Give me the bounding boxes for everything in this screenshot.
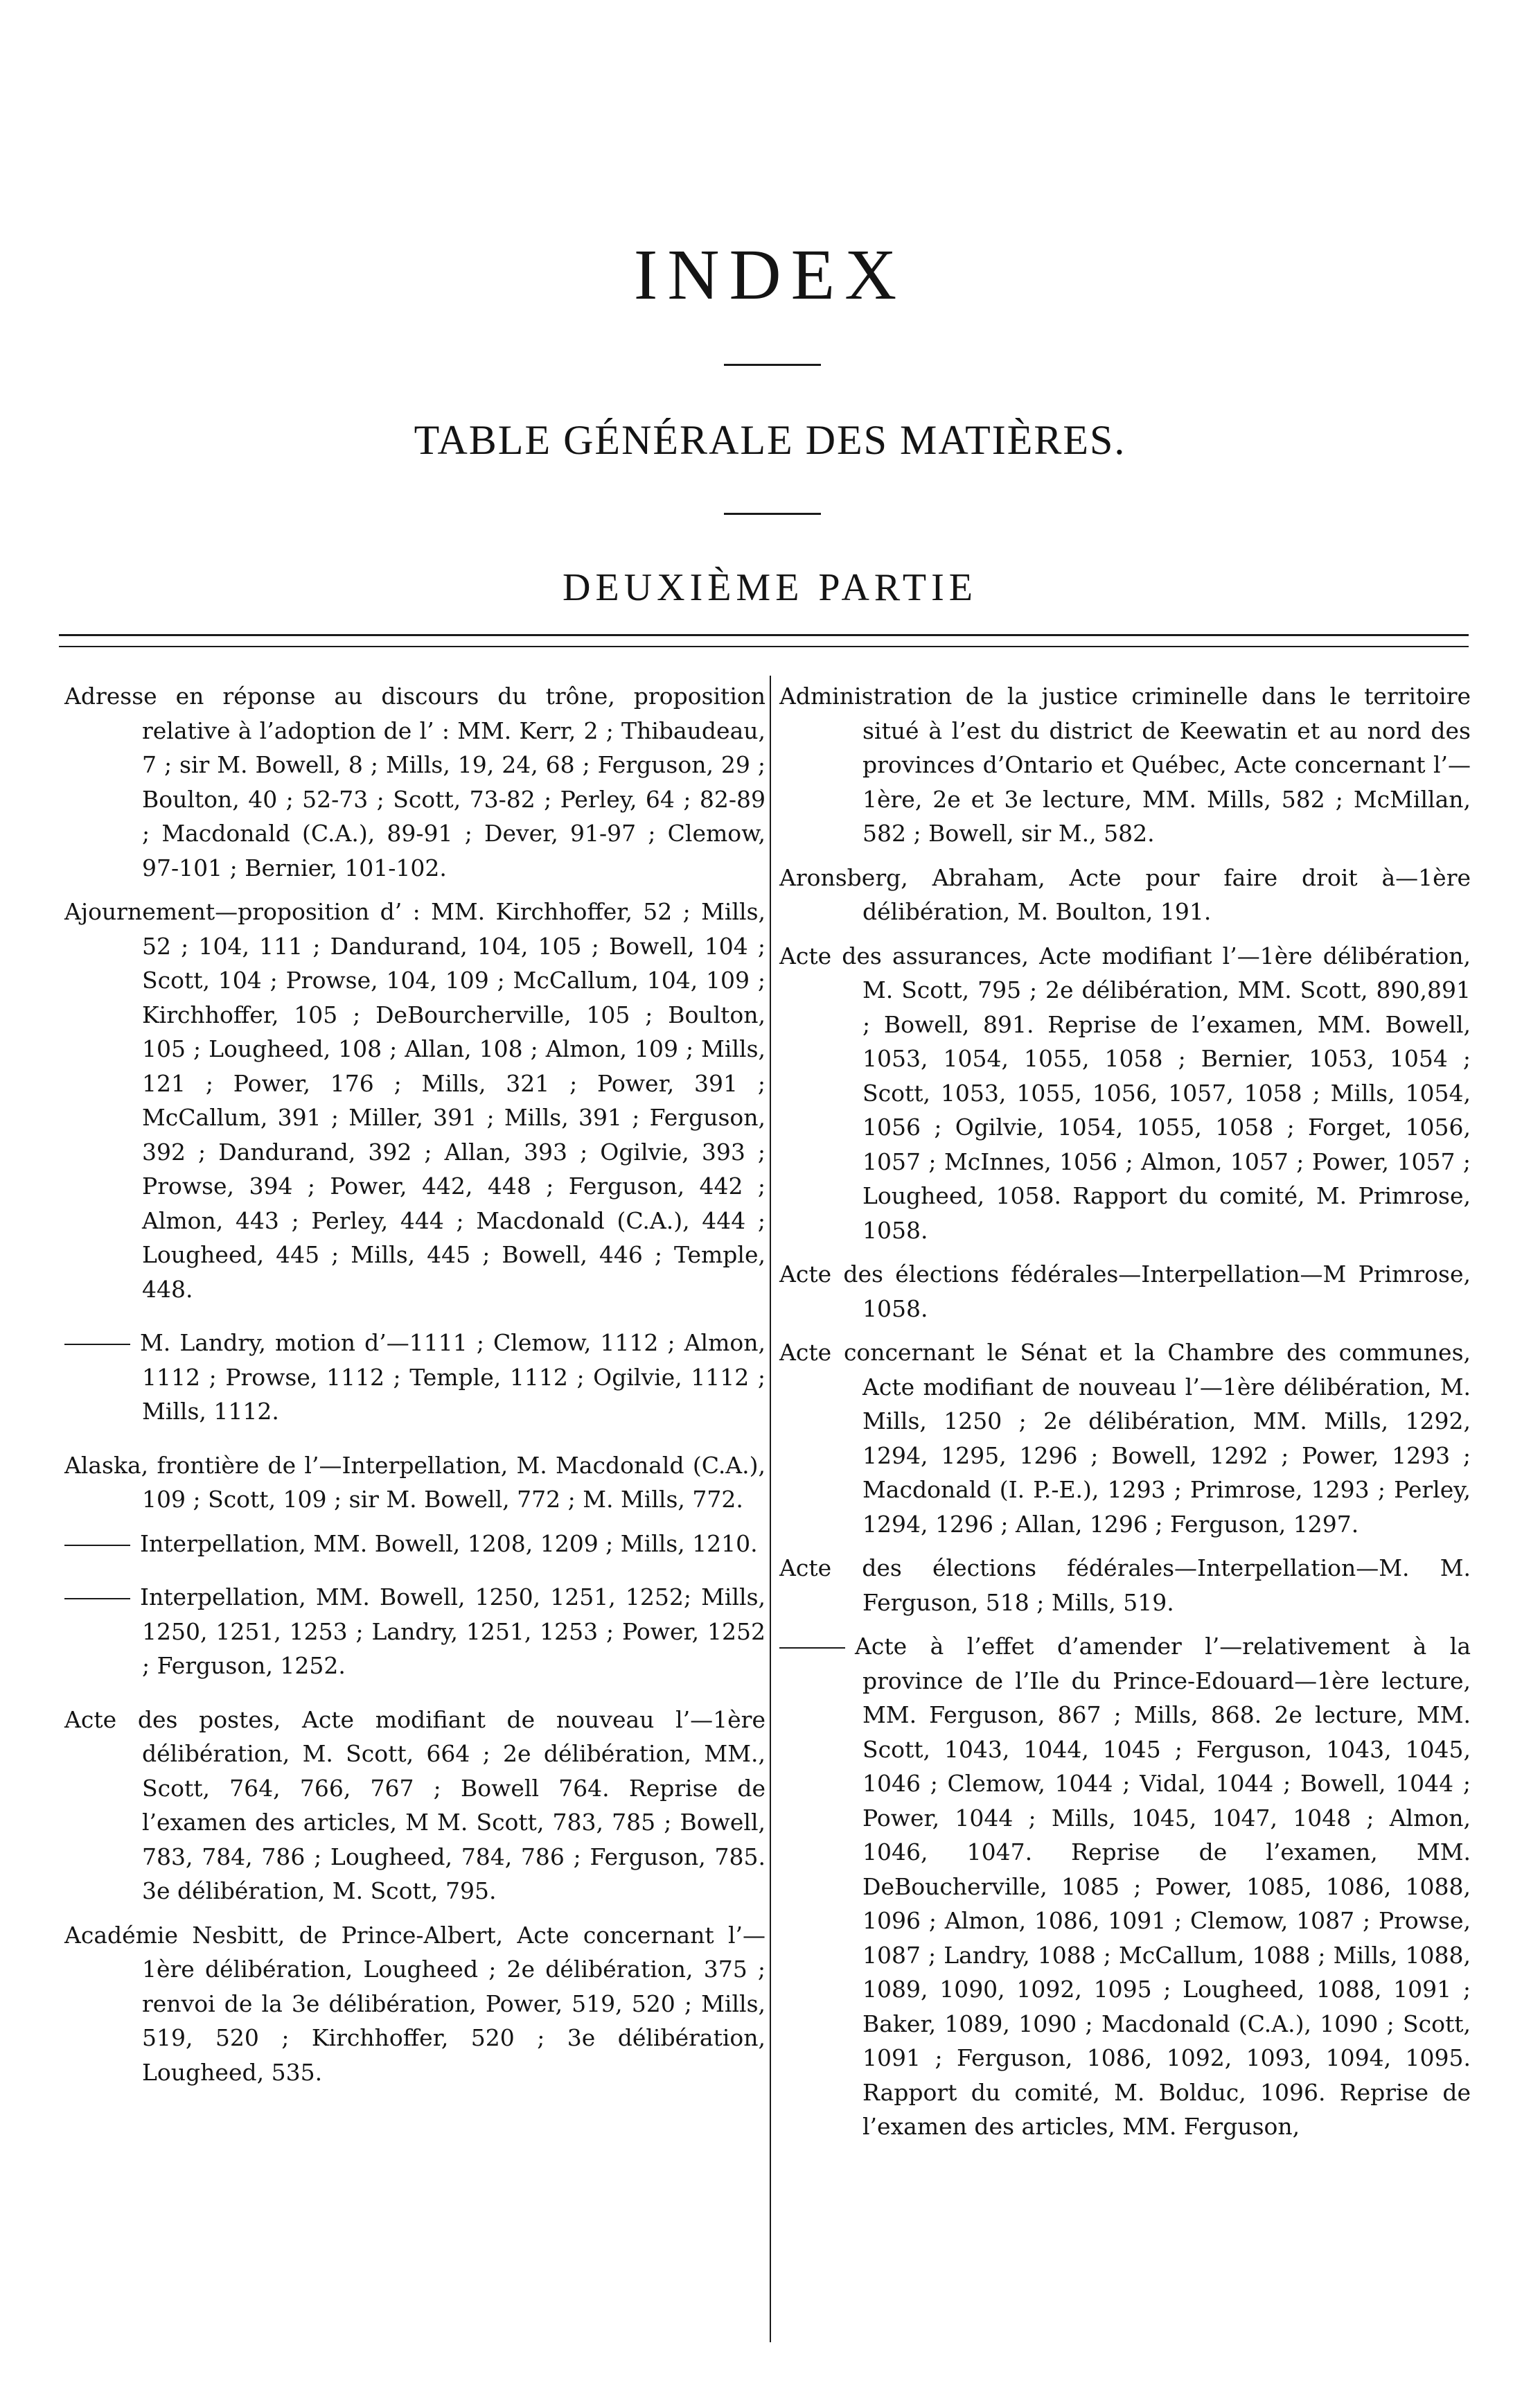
index-subentry [64,1580,765,1683]
index-entry: Acte concernant le Sénat et la Chambre des communes, Acte modifiant de nouveau l’—1ère délibération, M. Mills, 1250 ; 2e délibération, MM. Mills, 1292, 1294, 1295, 1296 ; Bowell, 1292 ; Power, 1293 ; Macdonald (I. P.-E.), 1293 ; Primrose, 1293 ; Perley, 1294, 1296 ; Allan, 1296 ; Ferguson, 1297. [779,1339,1471,1538]
index-entry: Adresse en réponse au discours du trône, proposition relative à l’adoption de l’ : MM. Kerr, 2 ; Thibaudeau, 7 ; sir M. Bowell, 8 ; Mills, 19, 24, 68 ; Ferguson, 29 ; Boulton, 40 ; 52-73 ; Scott, 73-82 ; Perley, 64 ; 82-89 ; Macdonald (C.A.), 89-91 ; Dever, 91-97 ; Clemow, 97-101 ; Bernier, 101-102. [64,683,765,881]
index-subentry-text: M. Landry, motion d’—1111 ; Clemow, 1112 ; Almon, 1112 ; Prowse, 1112 ; Temple, 1112 ; Ogilvie, 1112 ; Mills, 1112. [140,1329,765,1425]
index-subentry [64,1527,765,1561]
index-entry: Ajournement—proposition d’ : MM. Kirchhoffer, 52 ; Mills, 52 ; 104, 111 ; Dandurand, 104, 105 ; Bowell, 104 ; Scott, 104 ; Prowse, 104, 109 ; McCallum, 104, 109 ; Kirchhoffer, 105 ; DeBourcherville, 105 ; Boulton, 105 ; Lougheed, 108 ; Allan, 108 ; Almon, 109 ; Mills, 121 ; Power, 176 ; Mills, 321 ; Power, 391 ; McCallum, 391 ; Miller, 391 ; Mills, 391 ; Ferguson, 392 ; Dandurand, 392 ; Allan, 393 ; Ogilvie, 393 ; Prowse, 394 ; Power, 442, 448 ; Ferguson, 442 ; Almon, 443 ; Perley, 444 ; Macdonald (C.A.), 444 ; Lougheed, 445 ; Mills, 445 ; Bowell, 446 ; Temple, 448. [64,898,765,1303]
index-entry: Acte des assurances, Acte modifiant l’—1ère délibération, M. Scott, 795 ; 2e délibération, MM. Scott, 890,891 ; Bowell, 891. Reprise de l’examen, MM. Bowell, 1053, 1054, 1055, 1058 ; Bernier, 1053, 1054 ; Scott, 1053, 1055, 1056, 1057, 1058 ; Mills, 1054, 1056 ; Ogilvie, 1054, 1055, 1058 ; Forget, 1056, 1057 ; McInnes, 1056 ; Almon, 1057 ; Power, 1057 ; Lougheed, 1058. Rapport du comité, M. Primrose, 1058. [779,942,1471,1244]
index-subentry-text: Acte à l’effet d’amender l’—relativement à la province de l’Ile du Prince-Edouard—1ère lecture, MM. Ferguson, 867 ; Mills, 868. 2e lecture, MM. Scott, 1043, 1044, 1045 ; Ferguson, 1043, 1045, 1046 ; Clemow, 1044 ; Vidal, 1044 ; Bowell, 1044 ; Power, 1044 ; Mills, 1045, 1047, 1048 ; Almon, 1046, 1047. Reprise de l’examen, MM. DeBoucherville, 1085 ; Power, 1085, 1086, 1088, 1096 ; Almon, 1086, 1091 ; Clemow, 1087 ; Prowse, 1087 ; Landry, 1088 ; McCallum, 1088 ; Mills, 1088, 1089, 1090, 1092, 1095 ; Lougheed, 1088, 1091 ; Baker, 1089, 1090 ; Macdonald (C.A.), 1090 ; Scott, 1091 ; Ferguson, 1086, 1092, 1093, 1094, 1095. Rapport du comité, M. Bolduc, 1096. Reprise de l’examen des articles, MM. Ferguson, [855,1633,1471,2140]
index-entry: Administration de la justice criminelle dans le territoire situé à l’est du district de Keewatin et au nord des provinces d’Ontario et Québec, Acte concernant l’—1ère, 2e et 3e lecture, MM. Mills, 582 ; McMillan, 582 ; Bowell, sir M., 582. [779,683,1471,847]
index-entry: Alaska, frontière de l’—Interpellation, M. Macdonald (C.A.), 109 ; Scott, 109 ; sir M. Bowell, 772 ; M. Mills, 772. [64,1451,765,1513]
index-entry: Acte des élections fédérales—Interpellation—M Primrose, 1058. [779,1261,1471,1322]
subentry-dash [779,1647,845,1649]
subentry-dash [64,1598,130,1599]
column-divider [770,676,771,2342]
subentry-dash [64,1344,130,1345]
index-subentry [64,1326,765,1429]
subtitle-rule [724,513,821,515]
title-rule [724,364,821,366]
index-entry: Aronsberg, Abraham, Acte pour faire droit à—1ère délibération, M. Boulton, 191. [779,863,1471,925]
index-title: INDEX [633,235,907,315]
index-entry: Acte des postes, Acte modifiant de nouveau l’—1ère délibération, M. Scott, 664 ; 2e délibération, MM., Scott, 764, 766, 767 ; Bowell 764. Reprise de l’examen des articles, M M. Scott, 783, 785 ; Bowell, 783, 784, 786 ; Lougheed, 784, 786 ; Ferguson, 785. 3e délibération, M. Scott, 795. [64,1705,765,1904]
part-title: DEUXIÈME PARTIE [563,566,977,609]
subentry-dash [64,1545,130,1546]
right-column [779,679,1471,2144]
left-column [64,679,765,2089]
index-subentry-text: Interpellation, MM. Bowell, 1250, 1251, 1252; Mills, 1250, 1251, 1253 ; Landry, 1251, 1253 ; Power, 1252 ; Ferguson, 1252. [140,1583,765,1679]
table-title: TABLE GÉNÉRALE DES MATIÈRES. [414,417,1126,463]
index-entry: Académie Nesbitt, de Prince-Albert, Acte concernant l’—1ère délibération, Lougheed ; 2e délibération, 375 ; renvoi de la 3e délibération, Power, 519, 520 ; Mills, 519, 520 ; Kirchhoffer, 520 ; 3e délibération, Lougheed, 535. [64,1921,765,2086]
index-subentry-text: Interpellation, MM. Bowell, 1208, 1209 ; Mills, 1210. [140,1529,758,1557]
header-double-rule-top [59,634,1469,636]
index-entry: Acte des élections fédérales—Interpellation—M. M. Ferguson, 518 ; Mills, 519. [779,1554,1471,1616]
header-double-rule-bottom [59,646,1469,647]
index-subentry [779,1629,1471,2144]
